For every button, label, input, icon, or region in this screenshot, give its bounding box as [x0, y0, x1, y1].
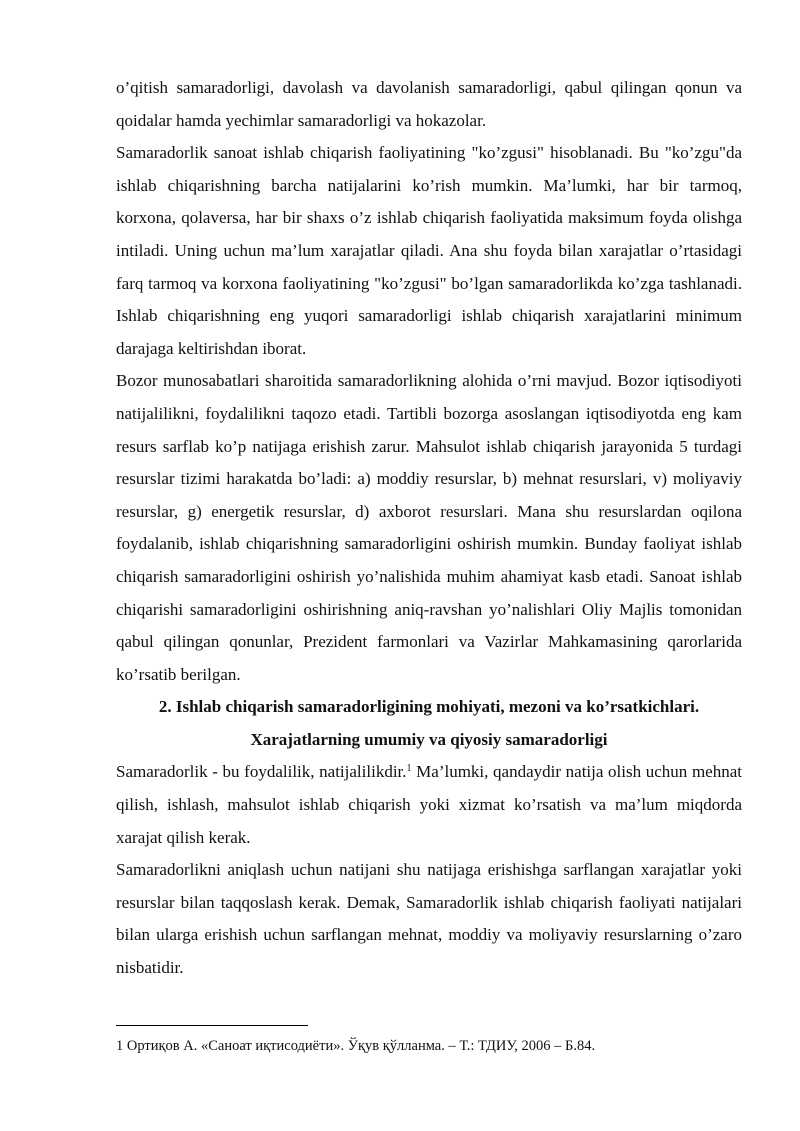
paragraph-3: Bozor munosabatlari sharoitida samaradorlikning alohida o’rni mavjud. Bozor iqtisodiyoti natijalilikni, foydalilikni taqozo etadi. Tartibli bozorga asoslangan iqtisodiyotda eng kam resurs sarflab ko’p natijaga erishish zarur. Mahsulot ishlab chiqarish jarayonida 5 turdagi resurslar tizimi harakatda bo’ladi: a) moddiy resurslar, b) mehnat resurslari, v) moliyaviy resurslar, g) energetik resurslar, d) axborot resurslari. Mana shu resurslardan oqilona foydalanib, ishlab chiqarishning samaradorligini oshirish mumkin. Bunday faoliyat ishlab chiqarish samaradorligini oshirish yo’nalishida muhim ahamiyat kasb etadi. Sanoat ishlab chiqarishi samaradorligini oshirishning aniq-ravshan yo’nalishlari Oliy Majlis tomonidan qabul qilingan qonunlar, Prezident farmonlari va Vazirlar Mahkamasining qarorlarida ko’rsatib berilgan.: [116, 371, 742, 684]
footnote-reference[interactable]: 1: [406, 763, 412, 775]
paragraph-2: Samaradorlik sanoat ishlab chiqarish faoliyatining "ko’zgusi" hisoblanadi. Bu "ko’zgu"da ishlab chiqarishning barcha natijalarini ko’rish mumkin. Ma’lumki, har bir tarmoq, korxona, qolaversa, har bir shaxs o’z ishlab chiqarish faoliyatida maksimum foyda olishga intiladi. Uning uchun ma’lum xarajatlar qiladi. Ana shu foyda bilan xarajatlar o’rtasidagi farq tarmoq va korxona faoliyatining "ko’zgusi" bo’lgan samaradorlikda ko’zga tashlanadi. Ishlab chiqarishning eng yuqori samaradorligi ishlab chiqarish xarajatlarini minimum darajaga keltirishdan iborat.: [116, 143, 742, 358]
paragraph-4-rest: Ma’lumki, qandaydir natija olish uchun mehnat qilish, ishlash, mahsulot ishlab chiqarish yoki xizmat ko’rsatish va ma’lum miqdorda xarajat qilish kerak.: [116, 762, 742, 847]
paragraph-4-start: Samaradorlik - bu foydalilik, natijalilikdir.: [116, 762, 407, 782]
section-heading: 2. Ishlab chiqarish samaradorligining mohiyati, mezoni va ko’rsatkichlari.: [158, 697, 700, 717]
section-subheading: Xarajatlarning umumiy va qiyosiy samaradorligi: [250, 729, 608, 749]
footnote-separator: [116, 1025, 308, 1026]
footnote: 1 Ортиқов А. «Саноат иқтисодиёти». Ўқув қўлланма. – Т.: ТДИУ, 2006 – Б.84.: [116, 1038, 596, 1054]
paragraph-1: o’qitish samaradorligi, davolash va davolanish samaradorligi, qabul qilingan qonun va qoidalar hamda yechimlar samaradorligi va hokazolar.: [116, 78, 742, 130]
paragraph-4: [116, 756, 742, 854]
paragraph-5: Samaradorlikni aniqlash uchun natijani shu natijaga erishishga sarflangan xarajatlar yoki resurslar bilan taqqoslash kerak. Demak, Samaradorlik ishlab chiqarish faoliyati natijalari bilan ularga erishish uchun sarflangan mehnat, moddiy va moliyaviy resurslarning o’zaro nisbatidir.: [116, 860, 742, 978]
document-body: [116, 72, 742, 985]
